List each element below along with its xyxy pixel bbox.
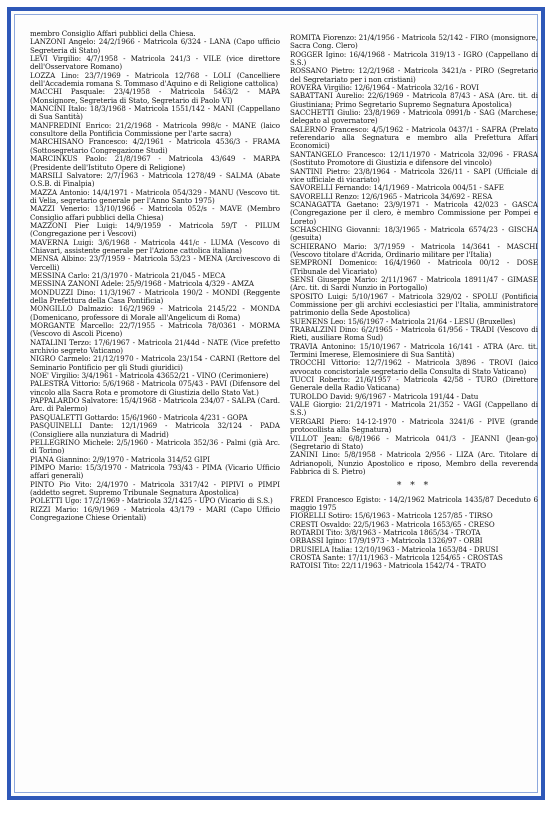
list-entry: FIORELLI Sotiro: 15/6/1963 - Matricola 1257/85 - TIRSO <box>290 511 493 521</box>
list-entry: SANTINI Pietro: 23/8/1964 - Matricola 326/11 - SAPI (Ufficiale di vice ufficiale di vicariato) <box>290 166 538 184</box>
list-entry: TRABALZINI Dino: 6/2/1965 - Matricola 61/956 - TRADI (Vescovo di Rieti, ausiliare Roma Sud) <box>290 325 538 343</box>
list-entry: ROSSANO Pietro: 12/2/1968 - Matricola 3421/a - PIRO (Segretario del Segretariato per i non cristiani) <box>290 66 538 84</box>
right-column <box>290 34 538 571</box>
list-entry: MESSINA ZANONI Adele: 25/9/1968 - Matricola 4/329 - AMZA <box>30 279 255 289</box>
list-entry: NIGRO Carmelo: 21/12/1970 - Matricola 23/154 - CARNI (Rettore del Seminario Pontificio per gli Studi giuridici) <box>30 354 280 372</box>
list-entry: SANTANGELO Francesco: 12/11/1970 - Matricola 32/096 - FRASA (Sostituto Promotore di Giustizia e difensore del vincolo) <box>290 149 538 168</box>
list-entry: SACCHETTI Giulio: 23/8/1969 - Matricola 0991/b - SAG (Marchese; delegato al governatore) <box>290 108 538 126</box>
list-entry: ROVERA Virgilio: 12/6/1964 - Matricola 32/16 - ROVI <box>290 83 480 93</box>
list-entry: MANFREDINI Enrico: 21/2/1968 - Matricola 998/c - MANE (laico consultore della Pontificia Commissione per l'arte sacra) <box>30 120 280 139</box>
list-entry: TUCCI Roberto: 21/6/1957 - Matricola 42/58 - TURO (Direttore Generale della Radio Vaticana) <box>290 375 538 393</box>
right-column-bottom-list <box>290 496 538 571</box>
list-entry: MACCHI Pasquale: 23/4/1958 - Matricola 5463/2 - MAPA (Monsignore, Segreteria di Stato, Segretario di Paolo VI) <box>30 87 280 105</box>
list-entry: PINTO Pio Vito: 2/4/1970 - Matricola 3317/42 - PIPIVI o PIMPI (addetto segret. Supremo Tribunale Segnatura Apostolica) <box>30 479 280 497</box>
list-entry: MESSINA Carlo: 21/3/1970 - Matricola 21/045 - MECA <box>30 270 226 280</box>
list-entry: FREDI Francesco Egisto: - 14/2/1962 Matricola 1435/87 Deceduto 6 maggio 1975 <box>290 494 538 512</box>
list-entry: SENSI Giuseppe Mario: 2/11/1967 - Matricola 18911/47 - GIMASE (Arc. tit. di Sardi Nunzio in Portogallo) <box>290 274 538 293</box>
list-entry: PAPPALARDO Salvatore: 15/4/1968 - Matricola 234/07 - SALPA (Card. Arc. di Palermo) <box>30 396 280 414</box>
list-entry: PELLEGRINO Michele: 2/5/1960 - Matricola 352/36 - Palmi (già Arc. di Torino) <box>30 437 280 456</box>
list-entry: PASQUALETTI Gottardo: 15/6/1960 - Matricola 4/231 - GOPA <box>30 412 248 422</box>
list-entry: SAVORELLI Renzo: 12/6/1965 - Matricola 34/692 - RESA <box>290 191 493 201</box>
list-entry: RATOISI Tito: 22/11/1963 - Matricola 1542/74 - TRATO <box>290 561 487 571</box>
list-entry: LANZONI Angelo: 24/2/1966 - Matricola 6/324 - LANA (Capo ufficio Segreteria di Stato) <box>30 37 280 55</box>
list-entry: SCHASCHING Giovanni: 18/3/1965 - Matricola 6574/23 - GISCHA (gesuita) <box>290 224 538 243</box>
list-entry: MAZZA Antonio: 14/4/1971 - Matricola 054/329 - MANU (Vescovo tit. di Velia, segretario generale per l'Anno Santo 1975) <box>30 187 280 205</box>
list-entry: TROCCHI Vittorio: 12/7/1962 - Matricola 3/896 - TROVI (laico avvocato concistoriale segretario della Consulta di Stato Vaticano) <box>290 358 538 376</box>
list-entry: TUROLDO David: 9/6/1967 - Matricola 191/44 - Datu <box>290 391 479 401</box>
list-entry: TRAVIA Antonino: 15/10/1967 - Matricola 16/141 - ATRA (Arc. tit. Termini Imerese, Elemosiniere di Sua Santità) <box>290 341 538 360</box>
list-entry: SALERNO Francesco: 4/5/1962 - Matricola 0437/1 - SAFRA (Prelato referendario alla Segnatura e membro alla Prefettura Affari Economici) <box>290 124 538 151</box>
list-entry: POLETTI Ugo: 17/2/1969 - Matricola 32/1425 - UPO (Vicario di S.S.) <box>30 496 273 506</box>
list-entry: MAZZI Venerio: 13/10/1966 - Matricola 052/s - MAVE (Membro Consiglio affari pubblici della Chiesa) <box>30 204 280 222</box>
list-entry: ROGGER Igino: 16/4/1968 - Matricola 319/13 - IGRO (Cappellano di S.S.) <box>290 49 538 68</box>
list-entry: MAZZONI Pier Luigi: 14/9/1959 - Matricola 59/T - PILUM (Congregazione per i Vescovi) <box>30 220 280 239</box>
list-entry: ROMITA Fiorenzo: 21/4/1956 - Matricola 52/142 - FIRO (monsignore, Sacra Cong. Clero) <box>290 33 538 51</box>
list-entry: SCANAGATTA Gaetano: 23/9/1971 - Matricola 42/023 - GASCA (Congregazione per il clero, è membro Commissione per Pompei e Loreto) <box>290 199 538 226</box>
list-entry: MENSA Albino: 23/7/1959 - Matricola 53/23 - MENA (Arcivescovo di Vercelli) <box>30 254 280 272</box>
list-entry: DRUSIELA Italia: 12/10/1963 - Matricola 1653/84 - DRUSI <box>290 544 499 554</box>
list-entry: ZANINI Lino: 5/8/1958 - Matricola 2/956 - LIZA (Arc. Titolare di Adrianopoli, Nunzio Apostolico e riposo, Membro della reverenda Fabbrica di S. Pietro) <box>290 450 538 476</box>
list-entry: RIZZI Mario: 16/9/1969 - Matricola 43/179 - MARI (Capo Ufficio Congregazione Chiese Orientali) <box>30 504 280 522</box>
list-entry: MARCHISANO Francesco: 4/2/1961 - Matricola 4536/3 - FRAMA (Sottosegretario Congregazione Studi) <box>30 137 280 155</box>
list-entry: LEVI Virgilio: 4/7/1958 - Matricola 241/3 - VILE (vice direttore dell'Osservatore Romano) <box>30 54 280 72</box>
list-entry: membro Consiglio Affari pubblici della Chiesa. <box>30 29 196 38</box>
list-entry: SCHIERANO Mario: 3/7/1959 - Matricola 14/3641 - MASCHI (Vescovo titolare d'Acrida, Ordinario militare per l'Italia) <box>290 241 538 259</box>
list-entry: CROSTA Sante: 17/11/1963 - Matricola 1254/65 - CROSTAS <box>290 552 503 562</box>
list-entry: VILLOT Jean: 6/8/1966 - Matricola 041/3 - JEANNI (Jean-go) (Segretario di Stato) <box>290 433 538 451</box>
left-column <box>30 30 280 522</box>
list-entry: MARSILI Salvatore: 2/7/1963 - Matricola 1278/49 - SALMA (Abate O.S.B. di Finalpia) <box>30 170 280 189</box>
list-entry: LOZZA Lino: 23/7/1969 - Matricola 12/768 - LOLI (Cancelliere dell'Accademia romana S. Tommaso d'Aquino e di Religione cattolica) <box>30 70 280 89</box>
list-entry: MANCINI Italo: 18/3/1968 - Matricola 1551/142 - MANI (Cappellano di Sua Santità) <box>30 104 280 122</box>
list-entry: PASQUINELLI Dante: 12/1/1969 - Matricola 32/124 - PADA (Consigliere alla nunziatura di Madrid) <box>30 421 280 439</box>
list-entry: ROTARDI Tito: 3/8/1963 - Matricola 1865/34 - TROTA <box>290 527 481 537</box>
list-entry: ORBASSI Igino: 17/9/1973 - Matricola 1326/97 - ORBI <box>290 536 483 546</box>
list-entry: SPOSITO Luigi: 5/10/1967 - Matricola 329/02 - SPOLU (Pontificia Commissione per gli archivi ecclesiastici per l'Italia, amministratore patrimonio della Sede Apostolica) <box>290 291 538 318</box>
list-entry: PIANA Giannino: 2/9/1970 - Matricola 314/52 GIPI <box>30 454 210 464</box>
list-entry: CRESTI Osvaldo: 22/5/1963 - Matricola 1653/65 - CRESO <box>290 519 495 529</box>
list-entry: SUENENS Leo: 15/6/1967 - Matricola 21/64 - LESU (Bruxelles) <box>290 316 516 326</box>
right-column-top-list <box>290 34 538 476</box>
list-entry: PALESTRA Vittorio: 5/6/1968 - Matricola 075/43 - PAVI (Difensore del vincolo alla Sacra Rota e promotore di Giustizia dello Stato Vat.) <box>30 379 280 397</box>
list-entry: NOE' Virgilio: 3/4/1961 - Matricola 43652/21 - VINO (Cerimoniere) <box>30 371 269 381</box>
list-entry: MORGANTE Marcello: 22/7/1955 - Matricola 78/0361 - MORMA (Vescovo di Ascoli Piceno) <box>30 321 280 339</box>
list-entry: MONDUZZI Dino: 11/3/1967 - Matricola 190/2 - MONDI (Reggente della Prefettura della Casa Pontificia) <box>30 287 280 305</box>
list-entry: VERGARI Piero: 14-12-1970 - Matricola 3241/6 - PIVE (grande protocollista alla Segnatura) <box>290 416 538 435</box>
list-entry: SAVORELLI Fernando: 14/1/1969 - Matricola 004/51 - SAFE <box>290 183 504 193</box>
list-entry: SABATTANI Aurelio: 22/6/1969 - Matricola 87/43 - ASA (Arc. tit. di Giustiniana; Primo Segretario Supremo Segnatura Apostolica) <box>290 91 538 109</box>
list-entry: SEMPRONI Domenico: 16/4/1960 - Matricola 00/12 - DOSE (Tribunale del Vicariato) <box>290 258 538 276</box>
list-entry: MAVERNA Luigi: 3/6/1968 - Matricola 441/c - LUMA (Vescovo di Chiavari, assistente generale per l'Azione cattolica italiana) <box>30 237 280 255</box>
list-entry: NATALINI Terzo: 17/6/1967 - Matricola 21/44d - NATE (Vice prefetto archivio segreto Vaticano) <box>30 337 280 356</box>
list-entry: MARCINKUS Paolo: 21/8/1967 - Matricola 43/649 - MARPA (Presidente dell'Istituto Opere di Religione) <box>30 154 280 172</box>
list-entry: VALE Giorgio: 21/2/1971 - Matricola 21/352 - VAGI (Cappellano di S.S.) <box>290 400 538 418</box>
section-separator: * * * <box>396 481 432 492</box>
list-entry: MONGILLO Dalmazio: 16/2/1969 - Matricola 2145/22 - MONDA (Domenicano, professore di Morale all'Angelicum di Roma) <box>30 304 280 322</box>
list-entry: PIMPO Mario: 15/3/1970 - Matricola 793/43 - PIMA (Vicario Ufficio affari generali) <box>30 462 280 481</box>
